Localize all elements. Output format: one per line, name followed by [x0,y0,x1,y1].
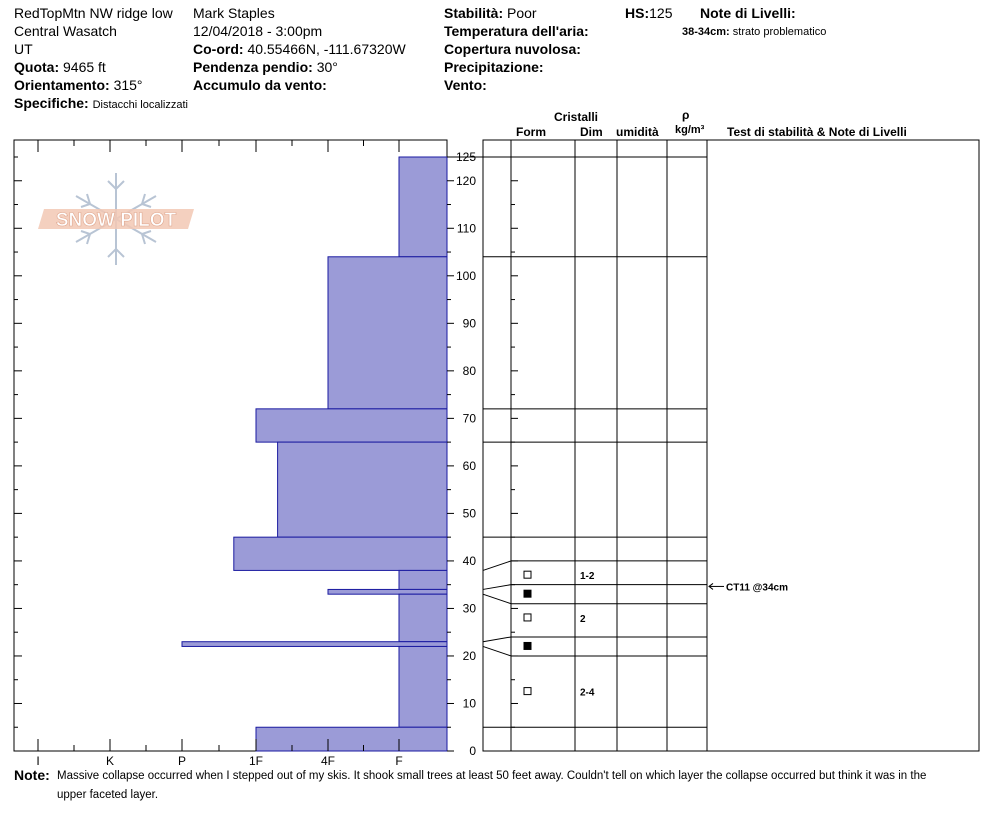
crystal-marks [524,571,595,698]
depth-label-40: 40 [462,553,476,568]
elevation-value: 9465 ft [63,59,106,75]
specifics-label: Specifiche: [14,95,89,111]
layer-note-range: 38-34cm: [682,26,730,38]
hardness-bar-4 [234,537,447,570]
state: UT [14,41,33,57]
depth-label-90: 90 [462,316,476,331]
hardness-label-1F: 1F [248,754,264,768]
hs-label: HS: [625,5,650,21]
notes-line-1: Massive collapse occurred when I stepped out of my skis. It shook small trees at least 50 feet away. Couldn't tell on which layer the collapse occurred but think it was in the [57,770,927,782]
depth-label-110: 110 [456,221,476,236]
hardness-bar-9 [399,646,447,727]
hardness-bar-6 [328,589,447,594]
crystals-header: Cristalli [554,110,599,124]
aspect-value: 315° [113,77,143,93]
hs-value: 125 [649,5,673,21]
hardness-label-F: F [395,754,403,768]
hardness-label-4F: 4F [320,754,336,768]
slope-label: Pendenza pendio: [193,59,313,75]
layer-notes-label: Note di Livelli: [700,5,796,21]
slope-value: 30° [316,59,338,75]
hardness-label-K: K [105,754,115,768]
moisture-header: umidità [616,125,659,139]
hardness-bar-0 [399,157,447,257]
coords-label: Co-ord: [193,41,244,57]
region: Central Wasatch [14,23,117,39]
hardness-label-P: P [177,754,187,768]
size-header: Dim [580,125,603,139]
hardness-bar-2 [256,409,447,442]
wind-loading-label: Accumulo da vento: [193,77,327,93]
hardness-label-I: I [36,754,40,768]
crystal-size-0: 1-2 [580,571,595,583]
crystal-mark-4 [524,688,531,695]
datetime: 12/04/2018 - 3:00pm [193,23,323,39]
layer-connector-7 [483,594,511,604]
stability-test-marks [709,582,788,593]
hardness-bars [182,157,447,751]
coords-value: 40.55466N, -111.67320W [247,41,406,57]
depth-label-80: 80 [462,363,476,378]
elevation-label: Quota: [14,59,60,75]
precip-label: Precipitazione: [444,59,544,75]
hardness-bar-1 [328,257,447,409]
layer-note-text: strato problematico [732,26,827,38]
depth-label-30: 30 [462,601,476,616]
crystal-mark-3 [524,642,531,649]
layer-connector-6 [483,585,511,590]
layer-connector-9 [483,646,511,656]
depth-label-100: 100 [455,268,476,283]
form-header: Form [516,125,546,139]
test-label-0: CT11 @34cm [726,582,789,594]
depth-label-125: 125 [455,150,476,164]
depth-label-10: 10 [462,696,476,711]
wind-label: Vento: [444,77,487,93]
aspect-label: Orientamento: [14,77,110,93]
density-unit-header: kg/m³ [675,124,705,136]
crystal-mark-1 [524,590,531,597]
depth-label-60: 60 [462,458,476,473]
crystal-mark-2 [524,614,531,621]
hardness-bar-3 [278,442,447,537]
snow-pilot-logo [38,173,194,265]
depth-label-120: 120 [455,173,476,188]
observer: Mark Staples [193,5,275,21]
rho-header: ρ [682,108,690,122]
stability-label: Stabilità: [444,5,504,21]
sky-label: Copertura nuvolosa: [444,41,581,57]
crystal-mark-0 [524,571,531,578]
crystal-size-4: 2-4 [580,687,595,699]
location: RedTopMtn NW ridge low [14,5,173,21]
stability-value: Poor [507,5,537,21]
air-temp-label: Temperatura dell'aria: [444,23,589,39]
depth-label-50: 50 [462,506,476,521]
depth-label-20: 20 [462,648,476,663]
hardness-bar-8 [182,642,447,647]
tests-header: Test di stabilità & Note di Livelli [727,125,907,139]
layers-table-frame [483,140,979,751]
depth-label-0: 0 [469,744,476,758]
logo-text: SNOW PILOT [55,210,177,231]
layer-boundaries [483,157,707,727]
crystal-size-2: 2 [580,613,586,625]
hardness-bar-5 [399,570,447,589]
hardness-bar-7 [399,594,447,642]
depth-label-70: 70 [462,411,476,426]
layer-connector-8 [483,637,511,642]
layer-connector-5 [483,561,511,571]
specifics-value: Distacchi localizzati [92,99,188,111]
hardness-bar-10 [256,727,447,751]
notes-label: Note: [14,767,50,783]
notes-line-2: upper faceted layer. [57,789,159,801]
